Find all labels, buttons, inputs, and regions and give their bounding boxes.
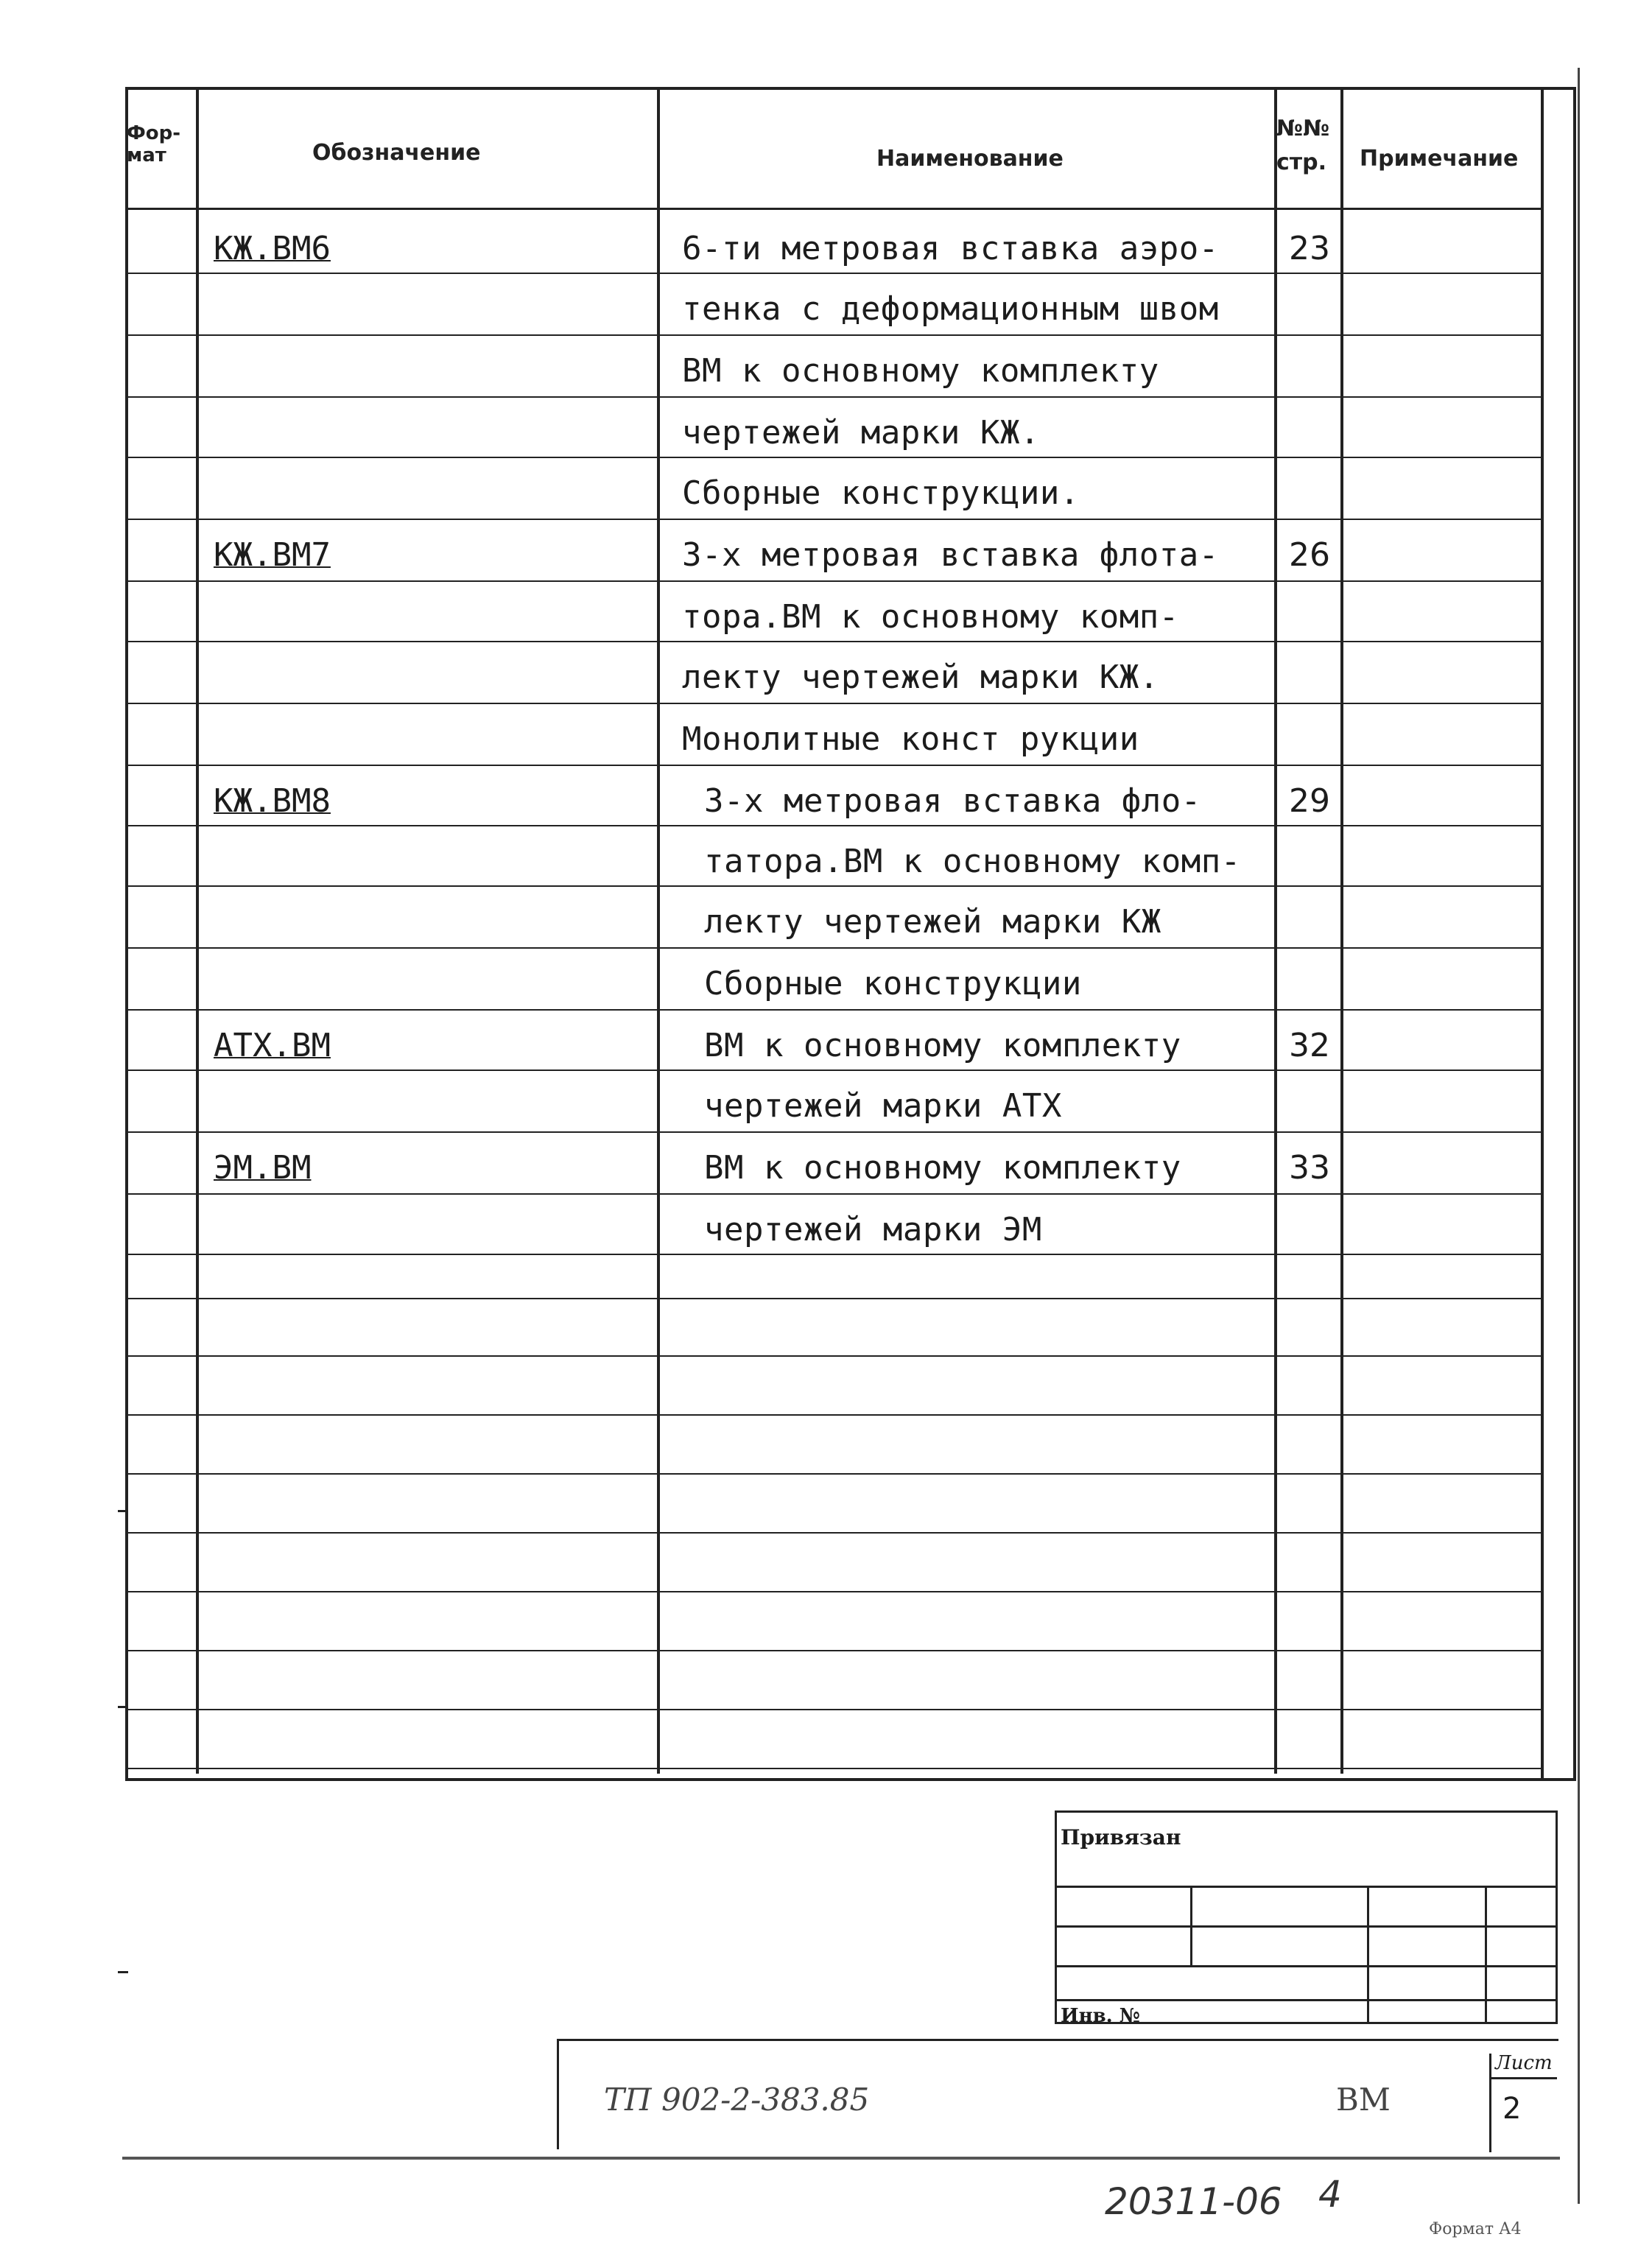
sheet-label: Лист: [1495, 2052, 1553, 2074]
header-format: Фор- мат: [127, 122, 181, 166]
sheet-sep: [1489, 2054, 1491, 2152]
bound-line-4: [1055, 1999, 1558, 2001]
row-line: [125, 641, 1541, 642]
row-name: лекту чертежей марки КЖ: [704, 903, 1161, 941]
bound-label: Привязан: [1061, 1825, 1181, 1850]
row-name: ВМ к основному комплекту: [704, 1027, 1181, 1064]
row-line: [125, 1532, 1541, 1534]
sheet-line: [1489, 2077, 1557, 2079]
row-name: Сборные конструкции: [704, 965, 1082, 1002]
row-line: [125, 396, 1541, 398]
row-line: [125, 1355, 1541, 1357]
bound-sep-3: [1485, 1886, 1487, 2024]
format-stamp: Формат А4: [1429, 2220, 1522, 2238]
row-name: тора.ВМ к основному комп-: [682, 598, 1179, 636]
row-name: ВМ к основному комплекту: [682, 352, 1159, 390]
row-line: [125, 825, 1541, 826]
row-name: чертежей марки ЭМ: [704, 1211, 1042, 1248]
row-line: [125, 1069, 1541, 1071]
row-page: 32: [1289, 1027, 1330, 1064]
row-line: [125, 1768, 1541, 1769]
row-name: лекту чертежей марки КЖ.: [682, 658, 1159, 696]
margin-tick-2: [118, 1706, 128, 1708]
row-line: [125, 947, 1541, 949]
right-edge-line: [1578, 68, 1580, 2204]
row-line: [125, 334, 1541, 336]
title-top: [557, 2039, 1558, 2041]
row-name: татора.ВМ к основному комп-: [704, 843, 1241, 880]
row-line: [125, 457, 1541, 458]
row-line: [125, 519, 1541, 520]
inv-label: Инв. №: [1061, 2005, 1141, 2027]
row-page: 23: [1289, 230, 1330, 267]
col-sep-3: [1274, 87, 1277, 1774]
row-line: [125, 703, 1541, 704]
bound-sep-1: [1190, 1886, 1192, 1967]
doc-number: ТП 902-2-383.85: [604, 2082, 870, 2118]
row-name: 6-ти метровая вставка аэро-: [682, 230, 1219, 267]
row-line: [125, 1709, 1541, 1710]
row-page: 33: [1289, 1149, 1330, 1187]
page-bottom-line: [122, 2157, 1560, 2160]
header-pages: №№ стр.: [1276, 116, 1330, 175]
row-line: [125, 1591, 1541, 1592]
row-line: [125, 1009, 1541, 1011]
col-sep-2: [657, 87, 660, 1774]
row-line: [125, 1193, 1541, 1195]
col-sep-1: [196, 87, 199, 1774]
col-sep-5: [1541, 87, 1544, 1781]
row-line: [125, 1473, 1541, 1475]
row-name: чертежей марки АТХ: [704, 1087, 1062, 1125]
row-name: Сборные конструкции.: [682, 474, 1080, 512]
row-name: чертежей марки КЖ.: [682, 414, 1040, 452]
row-line: [125, 273, 1541, 274]
row-line: [125, 1650, 1541, 1651]
row-line: [125, 765, 1541, 766]
header-note: Примечание: [1360, 146, 1519, 172]
row-page: 26: [1289, 536, 1330, 574]
row-line: [125, 1254, 1541, 1255]
row-name: ВМ к основному комплекту: [704, 1149, 1181, 1187]
row-code: КЖ.ВМ7: [214, 536, 331, 574]
row-line: [125, 1414, 1541, 1416]
row-name: 3-х метровая вставка фло-: [704, 782, 1201, 820]
row-code: КЖ.ВМ8: [214, 782, 331, 820]
bound-line-1: [1055, 1886, 1558, 1888]
row-line: [125, 580, 1541, 582]
handwritten-number: 4: [1318, 2173, 1342, 2216]
row-line: [125, 885, 1541, 887]
doc-mark: ВМ: [1336, 2082, 1391, 2118]
row-name: тенка с деформационным швом: [682, 290, 1219, 328]
bound-sep-2: [1367, 1886, 1369, 2024]
header-name: Наименование: [876, 146, 1064, 172]
row-name: 3-х метровая вставка флота-: [682, 536, 1219, 574]
sheet-number: 2: [1502, 2092, 1522, 2126]
row-page: 29: [1289, 782, 1330, 820]
col-sep-4: [1340, 87, 1343, 1774]
row-code: КЖ.ВМ6: [214, 230, 331, 267]
row-name: Монолитные конст рукции: [682, 720, 1139, 758]
row-line: [125, 1298, 1541, 1299]
row-code: ЭМ.ВМ: [214, 1149, 312, 1187]
row-line: [125, 1131, 1541, 1133]
bound-line-3: [1055, 1965, 1558, 1967]
header-designation: Обозначение: [312, 140, 481, 166]
row-code: АТХ.ВМ: [214, 1027, 331, 1064]
margin-tick-3: [118, 1971, 128, 1973]
title-left: [557, 2039, 559, 2149]
margin-tick-1: [118, 1510, 128, 1512]
header-line: [125, 208, 1541, 210]
bound-line-2: [1055, 1925, 1558, 1928]
handwritten-code: 20311-06: [1105, 2180, 1282, 2223]
